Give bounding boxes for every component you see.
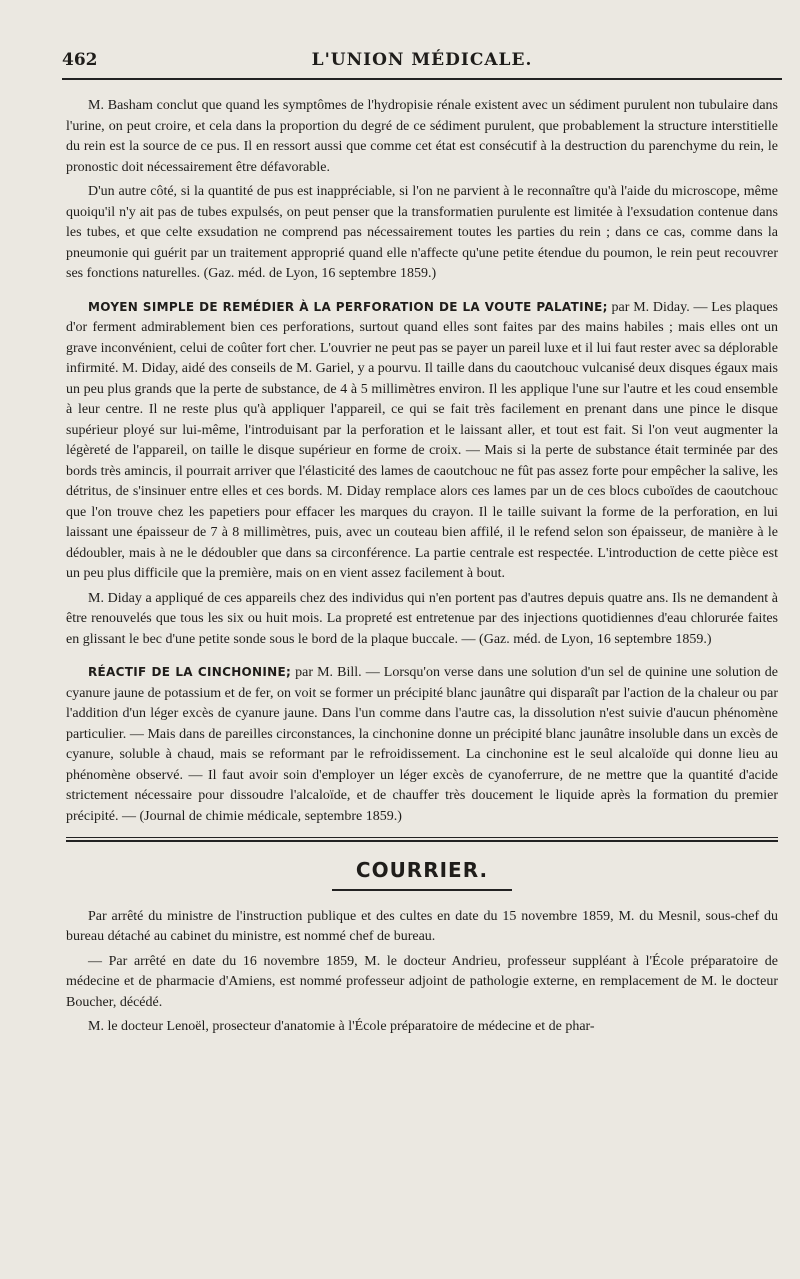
paragraph-basham: M. Basham conclut que quand les symptômes de l'hydropisie rénale existent avec un sédiment purulent non tubulaire dans l'urine, on peut croire, et cela dans la proportion du degré de ce sédiment purulent, que probablement la structure interstitielle du rein est la source de ce pus. Il en ressort aussi que comme cet état est consécutif à la destruction du parenchyme du rein, le pronostic doit nécessairement être défavorable. <box>66 98 778 175</box>
page-header <box>62 48 782 82</box>
section-heading: RÉACTIF DE LA CINCHONINE; <box>88 665 292 679</box>
running-title: L'UNION MÉDICALE. <box>311 50 533 70</box>
courrier-heading: COURRIER. <box>355 858 489 882</box>
section-text: Les plaques d'or ferment admirablement bien ces perforations, surtout quand elles sont faites par des mains habiles ; mais elles ont un grave inconvénient, celui de coûter fort cher. L'ouvrier ne peut pas se payer un pareil luxe et il lui faut rester avec sa déplorable infirmité. M. Diday, aidé des conseils de M. Gariel, y a pourvu. Il taille dans du caoutchouc vulcanisé deux disques égaux mais un peu plus grands que la perte de substance, de 4 à 5 millimètres environ. Il les applique l'une sur l'autre et les coud ensemble à leur centre. Il ne reste plus qu'à appliquer l'appareil, ce qui se fait très facilement en prenant dans une pince le disque supérieur ployé sur lui-même, l'introduisant par la perforation et le laissant aller, et tout est fait. Si l'on veut augmenter la légèreté de l'appareil, on taille le disque supérieur en forme de croix. — Mais si la perte de substance était terminée par des bords très amincis, il pourrait arriver que l'élasticité des lames de caoutchouc ne fût pas assez forte pour empêcher la salive, les détritus, de s'insinuer entre elles et ces bords. M. Diday remplace alors ces lames par un de ces blocs cuboïdes de caoutchouc que l'on trouve chez les papetiers pour effacer les marques du crayon. Il le taille suivant la forme de la perforation, en lui laissant une épaisseur de 7 à 8 millimètres, puis, avec un couteau bien affilé, il le refend selon son épaisseur, de manière à le dédoubler, mais à ne le dédoubler que dans sa circonférence. La partie centrale est respectée. L'introduction de cette pièce est un peu plus difficile que la première, mais on en vient assez facilement à bout. <box>66 299 778 581</box>
section-voute-palatine <box>66 297 778 585</box>
paragraph-diday-applique: M. Diday a appliqué de ces appareils chez des individus qui n'en portent pas d'autres depuis quatre ans. Ils ne demandent à être renouvelés que tous les six ou huit mois. La propreté est entretenue par des injections quotidiennes d'eau chlorurée faites en glissant le bec d'une petite sonde sous le bord de la plaque buccale. — (Gaz. méd. de Lyon, 16 septembre 1859.) <box>66 590 778 647</box>
section-byline: par M. Diday. — <box>611 299 708 315</box>
header-rule <box>62 78 782 80</box>
article-body <box>66 96 778 1042</box>
section-heading: MOYEN SIMPLE DE REMÉDIER À LA PERFORATION DE LA VOUTE PALATINE; <box>88 299 608 314</box>
section-text: Lorsqu'on verse dans une solution d'un sel de quinine une solution de cyanure jaune de potassium et de fer, on voit se former un précipité blanc jaunâtre qui disparaît par l'action de la chaleur ou par l'addition d'un léger excès de cyanure jaune. Dans l'un comme dans l'autre cas, la dissolution n'est suivie d'aucun phénomène particulier. — Mais dans de pareilles circonstances, la cinchonine donne un précipité blanc jaunâtre insoluble dans un excès de cyanure, soluble à chaud, mais se reformant par le refroidissement. La cinchonine est le seul alcaloïde qui donne lieu au phénomène observé. — Il faut avoir soin d'employer un léger excès de cyanoferrure, de ne mettre que la quantité d'acide strictement nécessaire pour dissoudre l'alcaloïde, et de chauffer très doucement le liquide après la formation du premier précipité. — (Journal de chimie médicale, septembre 1859.) <box>66 665 778 824</box>
section-cinchonine <box>66 662 778 827</box>
paragraph-autre-cote: D'un autre côté, si la quantité de pus est inappréciable, si l'on ne parvient à le reconnaître qu'à l'aide du microscope, même quoiqu'il n'y ait pas de tubes expulsés, on peut penser que la transformatien purulente est limitée à l'exsudation contenue dans les tubes, et que celte exsudation ne comprend pas nécessairement toutes les parties du rein ; dans ce cas, comme dans la pneumonie qui guérit par un traitement approprié quand elle n'affecte qu'une petite étendue du poumon, le rein peut recouvrer ses fonctions naturelles. (Gaz. méd. de Lyon, 16 septembre 1859.) <box>66 184 778 281</box>
courrier-item: M. le docteur Lenoël, prosecteur d'anatomie à l'École préparatoire de médecine et de phar- <box>88 1019 595 1034</box>
courrier-item: Par arrêté du ministre de l'instruction publique et des cultes en date du 15 novembre 1859, M. du Mesnil, sous-chef du bureau détaché au cabinet du ministre, est nommé chef de bureau. <box>66 908 778 944</box>
section-divider <box>66 837 778 842</box>
section-byline: par M. Bill. — <box>295 665 380 680</box>
page-number: 462 <box>62 50 98 70</box>
courrier-rule <box>332 889 512 891</box>
courrier-item: — Par arrêté en date du 16 novembre 1859, M. le docteur Andrieu, professeur suppléant à l'École préparatoire de médecine et de pharmacie d'Amiens, est nommé professeur adjoint de pathologie externe, en remplacement de M. le docteur Boucher, décédé. <box>66 953 778 1010</box>
